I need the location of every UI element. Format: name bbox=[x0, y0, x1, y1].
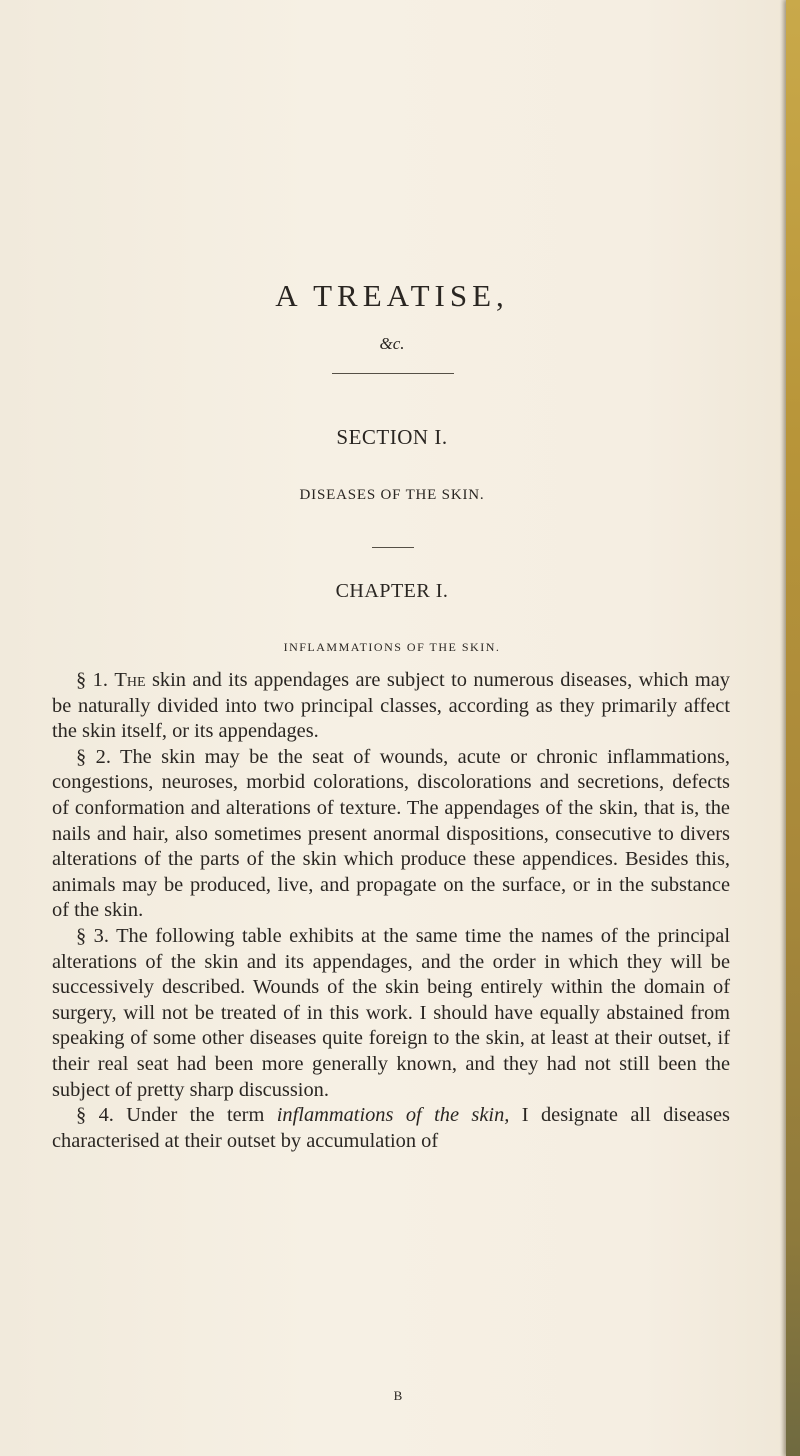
paragraph-4 bbox=[52, 1103, 730, 1154]
section-subtitle: DISEASES OF THE SKIN. bbox=[299, 487, 485, 503]
chapter-subtitle: INFLAMMATIONS OF THE SKIN. bbox=[283, 640, 501, 654]
book-edge-strip bbox=[786, 0, 800, 1456]
title-rule bbox=[332, 373, 454, 374]
paragraph-text: I designate all diseases characterised at their outset by accumulation of bbox=[52, 1104, 730, 1152]
paragraph-text: skin and its appendages are subject to numerous diseases, which may be naturally divided into two principal classes, according as they primarily affect the skin itself, or its appendages. bbox=[52, 669, 730, 743]
paragraph-text: Under the term bbox=[126, 1104, 265, 1127]
paragraph-lead: The bbox=[114, 669, 146, 691]
paragraph-2 bbox=[52, 745, 730, 924]
section-mark: § 4. bbox=[76, 1104, 114, 1127]
section-rule bbox=[372, 547, 414, 548]
italic-term: inflammations of the skin, bbox=[276, 1104, 510, 1127]
paragraph-text: The following table exhibits at the same time the names of the principal alterations of the skin and its appendages, and the order in which they will be successively described. Wounds of the skin being entirely within the domain of surgery, will not be treated of in this work. I should have equally abstained from speaking of some other diseases quite foreign to the skin, at least at their outset, if their real seat had been more generally known, and they had not still been the subject of pretty sharp discussion. bbox=[52, 924, 731, 1101]
section-mark: § 3. bbox=[76, 924, 109, 947]
section-heading: SECTION I. bbox=[336, 425, 448, 449]
paragraph-1 bbox=[52, 668, 730, 745]
treatise-title: A TREATISE, bbox=[275, 278, 509, 313]
paragraph-3 bbox=[52, 924, 730, 1103]
etc-mark: &c. bbox=[379, 334, 405, 353]
section-mark: § 1. bbox=[76, 669, 108, 691]
signature-mark: B bbox=[393, 1388, 403, 1403]
chapter-heading: CHAPTER I. bbox=[335, 580, 449, 602]
section-mark: § 2. bbox=[76, 745, 111, 768]
body-text bbox=[52, 668, 730, 1154]
paragraph-text: The skin may be the seat of wounds, acute or chronic inflammations, congestions, neuroses, morbid colorations, discolorations and secretions, defects of conformation and alterations of texture. The appendages of the skin, that is, the nails and hair, also sometimes present anormal dispositions, consecutive to divers alterations of the parts of the skin which produce these appendices. Besides this, animals may be produced, live, and propagate on the surface, or in the substance of the skin. bbox=[52, 745, 731, 922]
